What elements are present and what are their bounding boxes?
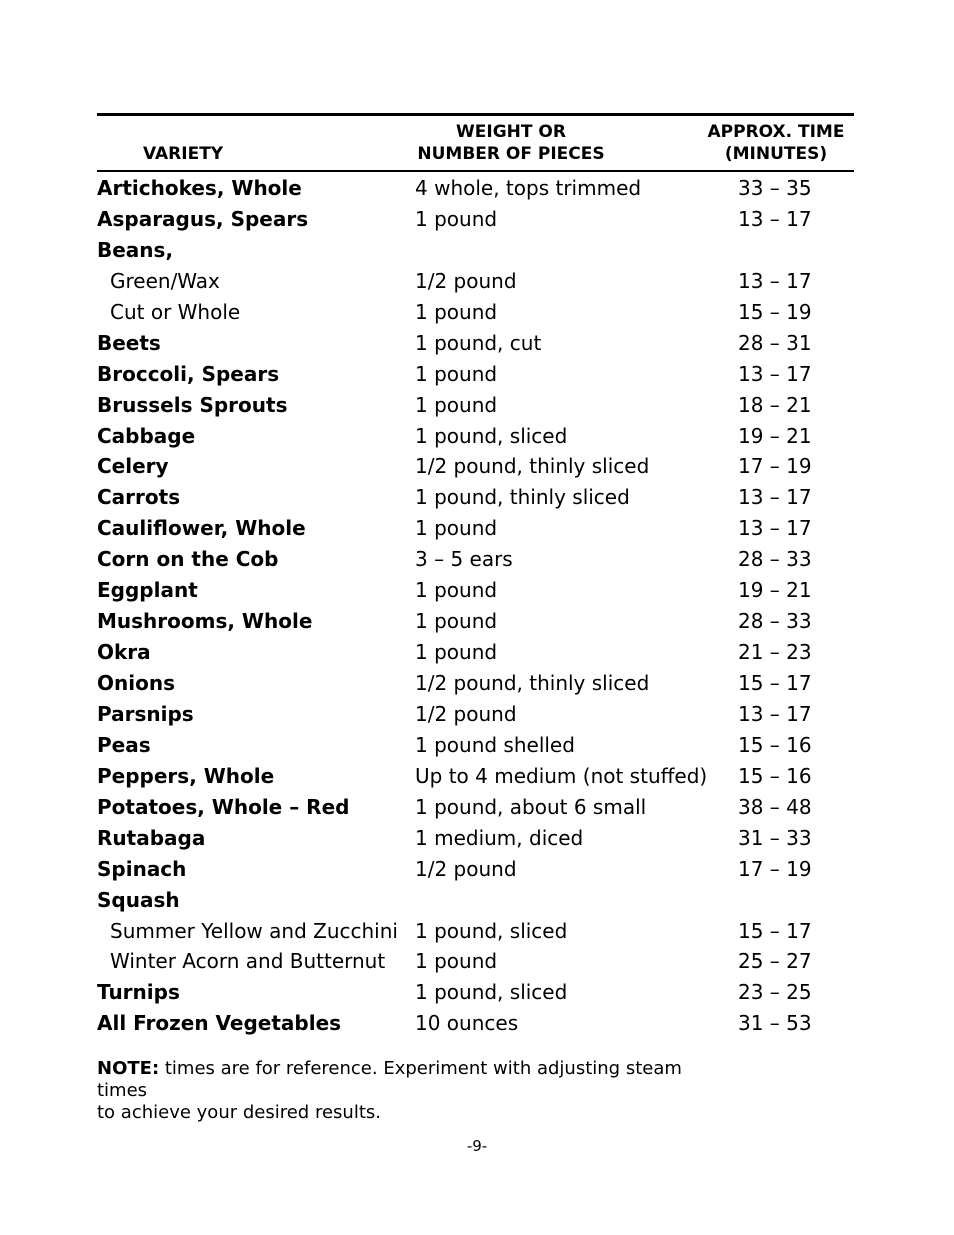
cell-weight: Up to 4 medium (not stuffed) — [415, 763, 708, 788]
cell-weight: 1 pound, about 6 small — [415, 794, 647, 819]
cell-variety: Eggplant — [97, 578, 198, 603]
cell-time: 18 – 21 — [738, 392, 812, 417]
cell-time: 31 – 33 — [738, 825, 812, 850]
cell-weight: 1/2 pound, thinly sliced — [415, 671, 650, 695]
cell-time: 28 – 33 — [738, 609, 812, 634]
table-row — [97, 699, 854, 730]
cell-time: 13 – 17 — [738, 268, 812, 293]
cell-time: 19 – 21 — [738, 578, 812, 603]
cell-variety: Onions — [97, 671, 175, 695]
cell-variety: Peppers, Whole — [97, 763, 275, 788]
cell-variety: Asparagus, Spears — [97, 206, 309, 231]
cell-variety: Parsnips — [97, 701, 194, 726]
table-row — [97, 730, 854, 761]
cell-variety: Turnips — [97, 980, 180, 1005]
header-bottom-rule — [97, 170, 854, 172]
note-text-line1: times are for reference. Experiment with adjusting steam times — [97, 1058, 682, 1101]
cell-weight: 3 – 5 ears — [415, 547, 513, 572]
header-weight-line2: NUMBER OF PIECES — [417, 144, 605, 164]
cell-variety: Peas — [97, 732, 151, 757]
table-row — [97, 606, 854, 637]
cell-variety: Carrots — [97, 485, 181, 510]
cell-variety: Green/Wax — [110, 268, 220, 293]
cell-weight: 10 ounces — [415, 1011, 519, 1036]
cell-weight: 1 pound — [415, 640, 498, 665]
cell-time: 13 – 17 — [738, 516, 812, 541]
cell-variety: Squash — [97, 887, 180, 912]
table-body — [97, 173, 854, 1039]
steam-time-table — [97, 113, 854, 1039]
cell-weight: 1/2 pound — [415, 268, 517, 293]
cell-time: 38 – 48 — [738, 794, 812, 819]
table-row — [97, 1008, 854, 1039]
cell-variety: Rutabaga — [97, 825, 206, 850]
cell-weight: 1 pound — [415, 299, 498, 324]
table-row — [97, 328, 854, 359]
cell-weight: 1/2 pound, thinly sliced — [415, 454, 650, 479]
cell-variety: Cut or Whole — [110, 299, 241, 324]
cell-time: 15 – 17 — [738, 671, 812, 695]
cell-time: 17 – 19 — [738, 856, 812, 881]
cell-weight: 1 pound — [415, 392, 498, 417]
cell-weight: 1 pound, thinly sliced — [415, 485, 630, 510]
cell-time: 19 – 21 — [738, 423, 812, 448]
cell-weight: 1 pound — [415, 361, 498, 386]
cell-variety: Beans, — [97, 237, 174, 262]
cell-time: 13 – 17 — [738, 206, 812, 231]
header-time-line1: APPROX. TIME — [707, 122, 845, 142]
cell-time: 15 – 16 — [738, 763, 812, 788]
table-header — [97, 116, 854, 170]
cell-variety: All Frozen Vegetables — [97, 1011, 342, 1036]
table-row — [97, 977, 854, 1008]
header-time-line2: (MINUTES) — [724, 144, 828, 164]
cell-time: 15 – 17 — [738, 918, 812, 943]
table-row — [97, 482, 854, 513]
cell-weight: 1 pound, sliced — [415, 980, 568, 1005]
cell-time: 25 – 27 — [738, 949, 812, 974]
cell-variety: Okra — [97, 640, 151, 665]
table-row — [97, 854, 854, 885]
table-row — [97, 668, 854, 699]
table-row — [97, 761, 854, 792]
cell-weight: 1 pound — [415, 609, 498, 634]
cell-variety: Mushrooms, Whole — [97, 609, 313, 634]
table-row — [97, 575, 854, 606]
cell-weight: 4 whole, tops trimmed — [415, 176, 642, 200]
header-time — [701, 121, 851, 165]
cell-time: 28 – 33 — [738, 547, 812, 572]
header-variety: VARIETY — [143, 144, 224, 164]
table-row — [97, 173, 854, 204]
header-weight — [413, 121, 609, 165]
table-row — [97, 421, 854, 452]
cell-time: 15 – 16 — [738, 732, 812, 757]
cell-time: 31 – 53 — [738, 1011, 812, 1036]
cell-variety: Broccoli, Spears — [97, 361, 280, 386]
note-text-line2: to achieve your desired results. — [97, 1102, 381, 1123]
cell-time: 13 – 17 — [738, 701, 812, 726]
table-row — [97, 544, 854, 575]
table-row — [97, 235, 854, 266]
cell-time: 28 – 31 — [738, 330, 812, 355]
cell-weight: 1 pound, sliced — [415, 918, 568, 943]
cell-variety: Spinach — [97, 856, 187, 881]
cell-variety: Corn on the Cob — [97, 547, 279, 572]
note — [97, 1058, 737, 1124]
cell-weight: 1 pound — [415, 206, 498, 231]
cell-variety: Summer Yellow and Zucchini — [110, 918, 398, 943]
cell-variety: Artichokes, Whole — [97, 176, 302, 200]
cell-time: 33 – 35 — [738, 176, 812, 200]
cell-variety: Winter Acorn and Butternut — [110, 949, 386, 974]
table-row — [97, 946, 854, 977]
table-row — [97, 916, 854, 947]
table-row — [97, 266, 854, 297]
cell-variety: Celery — [97, 454, 169, 479]
cell-weight: 1 pound shelled — [415, 732, 575, 757]
header-weight-line1: WEIGHT OR — [456, 122, 566, 142]
cell-weight: 1 pound — [415, 516, 498, 541]
table-row — [97, 390, 854, 421]
cell-time: 23 – 25 — [738, 980, 812, 1005]
cell-time: 13 – 17 — [738, 361, 812, 386]
page-number: -9- — [466, 1137, 488, 1155]
cell-weight: 1/2 pound — [415, 701, 517, 726]
table-row — [97, 885, 854, 916]
table-row — [97, 204, 854, 235]
cell-weight: 1 pound, cut — [415, 330, 542, 355]
cell-variety: Brussels Sprouts — [97, 392, 288, 417]
cell-variety: Cauliflower, Whole — [97, 516, 306, 541]
table-row — [97, 359, 854, 390]
table-row — [97, 823, 854, 854]
cell-variety: Beets — [97, 330, 161, 355]
cell-time: 21 – 23 — [738, 640, 812, 665]
cell-weight: 1 pound — [415, 949, 498, 974]
cell-weight: 1/2 pound — [415, 856, 517, 881]
cell-variety: Potatoes, Whole – Red — [97, 794, 350, 819]
note-label: NOTE: — [97, 1058, 160, 1079]
table-row — [97, 792, 854, 823]
cell-weight: 1 pound — [415, 578, 498, 603]
table-row — [97, 297, 854, 328]
cell-weight: 1 medium, diced — [415, 825, 584, 850]
cell-weight: 1 pound, sliced — [415, 423, 568, 448]
table-row — [97, 637, 854, 668]
table-row — [97, 513, 854, 544]
cell-time: 15 – 19 — [738, 299, 812, 324]
cell-time: 17 – 19 — [738, 454, 812, 479]
cell-time: 13 – 17 — [738, 485, 812, 510]
table-row — [97, 451, 854, 482]
cell-variety: Cabbage — [97, 423, 196, 448]
